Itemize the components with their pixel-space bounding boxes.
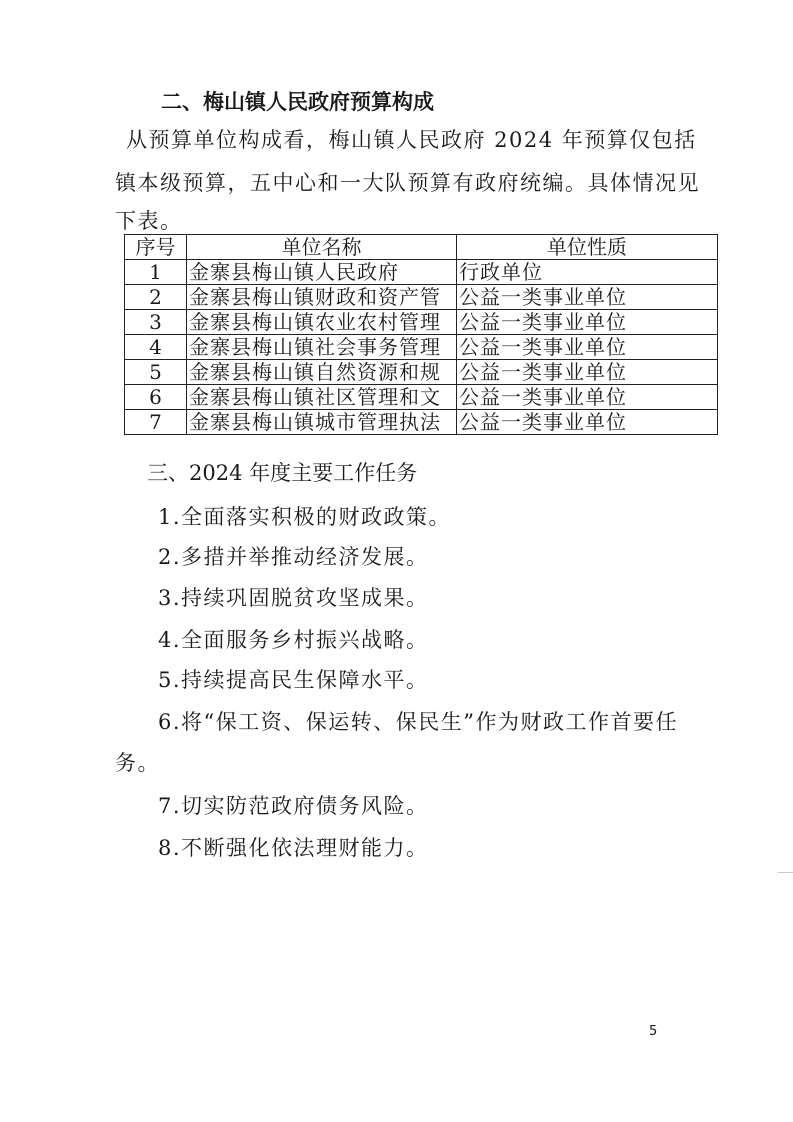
- table-row: [125, 410, 718, 435]
- task-item-6-line-1: 6.将“保工资、保运转、保民生”作为财政工作首要任: [158, 710, 679, 734]
- row-unit-name: 金寨县梅山镇社区管理和文: [187, 385, 457, 410]
- row-index: 4: [125, 335, 187, 360]
- section-2-paragraph-line-3: 下表。: [115, 209, 183, 233]
- table-row: [125, 285, 718, 310]
- row-unit-nature: 行政单位: [457, 260, 718, 285]
- row-unit-name: 金寨县梅山镇人民政府: [187, 260, 457, 285]
- row-index: 7: [125, 410, 187, 435]
- task-item-3: 3.持续巩固脱贫攻坚成果。: [158, 586, 429, 610]
- row-unit-name: 金寨县梅山镇自然资源和规: [187, 360, 457, 385]
- page-number: 5: [649, 1024, 658, 1039]
- task-item-8: 8.不断强化依法理财能力。: [158, 836, 429, 860]
- row-unit-nature: 公益一类事业单位: [457, 360, 718, 385]
- section-2-heading: 二、梅山镇人民政府预算构成: [161, 90, 434, 114]
- task-item-5: 5.持续提高民生保障水平。: [158, 668, 429, 692]
- row-index: 5: [125, 360, 187, 385]
- task-item-7: 7.切实防范政府债务风险。: [158, 794, 429, 818]
- header-index: 序号: [125, 235, 187, 260]
- row-index: 2: [125, 285, 187, 310]
- task-item-6-line-2: 务。: [115, 751, 160, 775]
- scan-edge-mark: [778, 872, 793, 873]
- row-unit-nature: 公益一类事业单位: [457, 335, 718, 360]
- task-item-2: 2.多措并举推动经济发展。: [158, 545, 429, 569]
- table-row: [125, 385, 718, 410]
- row-unit-name: 金寨县梅山镇农业农村管理: [187, 310, 457, 335]
- header-unit-nature: 单位性质: [457, 235, 718, 260]
- row-unit-name: 金寨县梅山镇社会事务管理: [187, 335, 457, 360]
- table-row: [125, 310, 718, 335]
- row-index: 3: [125, 310, 187, 335]
- row-unit-nature: 公益一类事业单位: [457, 285, 718, 310]
- row-index: 1: [125, 260, 187, 285]
- budget-units-table: [124, 234, 718, 435]
- row-unit-nature: 公益一类事业单位: [457, 385, 718, 410]
- task-item-1: 1.全面落实积极的财政政策。: [158, 505, 452, 529]
- row-index: 6: [125, 385, 187, 410]
- row-unit-nature: 公益一类事业单位: [457, 310, 718, 335]
- table-row: [125, 260, 718, 285]
- row-unit-name: 金寨县梅山镇城市管理执法: [187, 410, 457, 435]
- row-unit-name: 金寨县梅山镇财政和资产管: [187, 285, 457, 310]
- header-unit-name: 单位名称: [187, 235, 457, 260]
- section-2-paragraph-line-2: 镇本级预算，五中心和一大队预算有政府统编。具体情况见: [115, 171, 700, 195]
- table-row: [125, 360, 718, 385]
- table-row: [125, 335, 718, 360]
- row-unit-nature: 公益一类事业单位: [457, 410, 718, 435]
- section-2-paragraph-line-1: 从预算单位构成看，梅山镇人民政府 2024 年预算仅包括: [126, 128, 697, 152]
- section-3-heading: 三、2024 年度主要工作任务: [147, 461, 418, 485]
- table-header-row: [125, 235, 718, 260]
- task-item-4: 4.全面服务乡村振兴战略。: [158, 628, 429, 652]
